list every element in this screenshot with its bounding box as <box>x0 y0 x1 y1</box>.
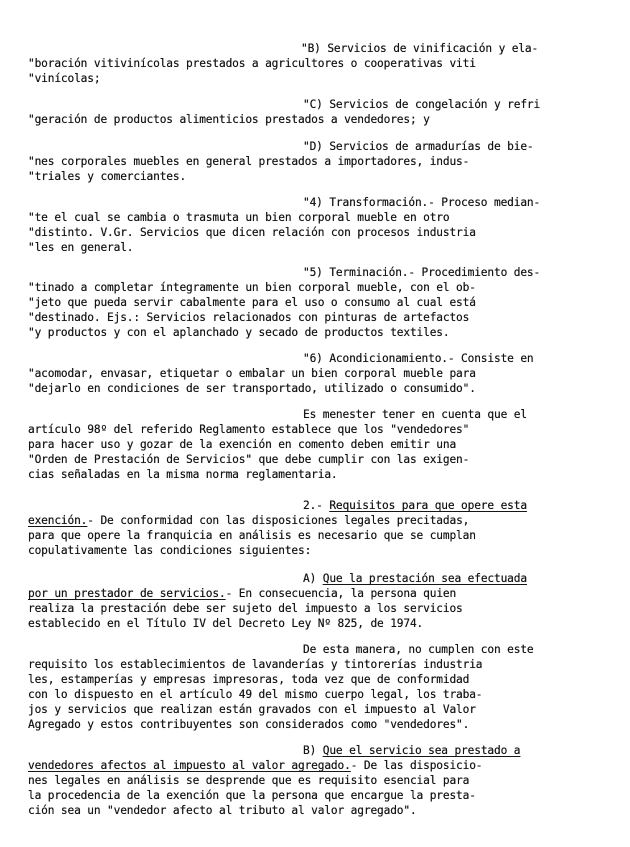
condition-a-line-3: realiza la prestación debe ser sujeto del impuesto a los servicios <box>28 602 463 615</box>
para-de-esta-manera-line-6: Agregado y estos contribuyentes son considerados como "vendedores". <box>28 718 470 731</box>
condition-b-line-3: nes legales en análisis se desprende que es requisito esencial para <box>28 774 470 787</box>
para-6-line-2: "acomodar, envasar, etiquetar o embalar un bien corporal mueble para <box>28 367 476 380</box>
section-2-line-2: exención.- De conformidad con las disposiciones legales precitadas, <box>28 514 470 527</box>
para-5-line-5: "y productos y con el aplanchado y secado de productos textiles. <box>28 326 450 339</box>
para-4-line-4: "les en general. <box>28 241 134 254</box>
para-menester-line-1: Es menester tener en cuenta que el <box>303 408 527 421</box>
para-menester-line-2: artículo 98º del referido Reglamento establece que los "vendedores" <box>28 423 470 436</box>
underlined-heading-text: Que el servicio sea prestado a <box>322 744 521 757</box>
para-6-line-3: "dejarlo en condiciones de ser transportado, utilizado o consumido". <box>28 382 476 395</box>
condition-a-line-4: establecido en el Título IV del Decreto Ley Nº 825, de 1974. <box>28 617 424 630</box>
condition-b-line-5: ción sea un "vendedor afecto al tributo al valor agregado". <box>28 804 417 817</box>
section-2-line-4: copulativamente las condiciones siguientes: <box>28 544 312 557</box>
para-b-line-2: "boración vitivinícolas prestados a agricultores o cooperativas viti <box>28 57 476 70</box>
para-4-line-1: "4) Transformación.- Proceso median- <box>303 196 541 209</box>
para-5-line-3: "jeto que pueda servir cabalmente para el uso o consumo al cual está <box>28 296 476 309</box>
para-d-line-2: "nes corporales muebles en general prestados a importadores, indus- <box>28 155 470 168</box>
para-4-line-3: "distinto. V.Gr. Servicios que dicen relación con procesos industria <box>28 226 476 239</box>
para-d-line-1: "D) Servicios de armadurías de bie- <box>303 140 534 153</box>
para-5-line-1: "5) Terminación.- Procedimiento des- <box>303 266 541 279</box>
para-4-line-2: "te el cual se cambia o trasmuta un bien corporal mueble en otro <box>28 211 450 224</box>
para-de-esta-manera-line-5: jos y servicios que realizan están gravados con el impuesto al Valor <box>28 703 476 716</box>
condition-b-line-4: la procedencia de la exención que la persona que encargue la presta- <box>28 789 476 802</box>
para-menester-line-5: cias señaladas en la misma norma reglamentaria. <box>28 468 338 481</box>
para-d-line-3: "triales y comerciantes. <box>28 170 187 183</box>
section-2-heading-line-1: 2.- Requisitos para que opere esta <box>303 499 527 512</box>
para-b-line-3: "vinícolas; <box>28 72 101 85</box>
para-de-esta-manera-line-1: De esta manera, no cumplen con este <box>303 643 534 656</box>
underlined-heading-text: Que la prestación sea efectuada <box>322 572 527 585</box>
para-de-esta-manera-line-2: requisito los establecimientos de lavanderías y tintorerías industria <box>28 658 483 671</box>
para-de-esta-manera-line-3: les, estamperías y empresas impresoras, toda vez que de conformidad <box>28 673 470 686</box>
para-5-line-4: "destinado. Ejs.: Servicios relacionados con pinturas de artefactos <box>28 311 470 324</box>
section-2-line-3: para que opere la franquicia en análisis es necesario que se cumplan <box>28 529 476 542</box>
condition-a-line-2: por un prestador de servicios.- En consecuencia, la persona quien <box>28 587 457 600</box>
condition-a-line-1: A) Que la prestación sea efectuada <box>303 572 527 585</box>
para-5-line-2: "tinado a completar íntegramente un bien corporal mueble, con el ob- <box>28 281 476 294</box>
para-de-esta-manera-line-4: con lo dispuesto en el artículo 49 del mismo cuerpo legal, los traba- <box>28 688 483 701</box>
underlined-heading-text: vendedores afectos al impuesto al valor agregado. <box>28 759 351 772</box>
underlined-heading-text: por un prestador de servicios. <box>28 587 226 600</box>
para-b-line-1: "B) Servicios de vinificación y ela- <box>301 42 539 55</box>
para-menester-line-4: "Orden de Prestación de Servicios" que debe cumplir con las exigen- <box>28 453 470 466</box>
condition-b-line-2: vendedores afectos al impuesto al valor agregado.- De las disposicio- <box>28 759 483 772</box>
para-c-line-1: "C) Servicios de congelación y refri <box>303 98 541 111</box>
para-6-line-1: "6) Acondicionamiento.- Consiste en <box>303 352 534 365</box>
para-c-line-2: "geración de productos alimenticios prestados a vendedores; y <box>28 113 430 126</box>
condition-b-line-1: B) Que el servicio sea prestado a <box>303 744 521 757</box>
underlined-heading-text: Requisitos para que opere esta <box>329 499 527 512</box>
para-menester-line-3: para hacer uso y gozar de la exención en comento deben emitir una <box>28 438 457 451</box>
underlined-heading-text: exención. <box>28 514 88 527</box>
